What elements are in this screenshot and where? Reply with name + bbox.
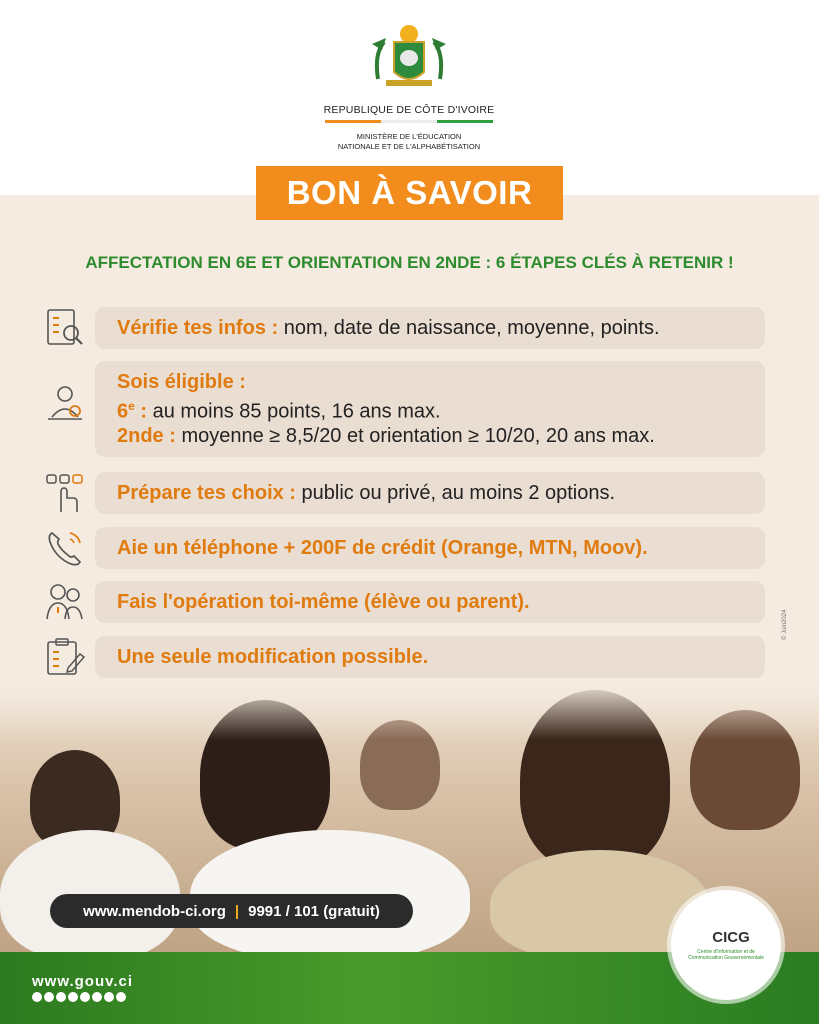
bon-a-savoir-banner: BON À SAVOIR — [256, 166, 563, 220]
whatsapp-icon[interactable] — [92, 992, 102, 1002]
country-name: REPUBLIQUE DE CÔTE D'IVOIRE — [323, 104, 495, 116]
hand-select-icon — [44, 472, 86, 514]
flag-stripes — [325, 120, 493, 123]
instagram-icon[interactable] — [56, 992, 66, 1002]
coat-of-arms-icon — [364, 24, 454, 94]
step-eligibility: Sois éligible : 6e : au moins 85 points, 16 ans max. 2nde : moyenne ≥ 8,5/20 et orientation ≥ 10/20, 20 ans max. — [95, 361, 765, 457]
flickr-icon[interactable] — [116, 992, 126, 1002]
page-subtitle: AFFECTATION EN 6E ET ORIENTATION EN 2NDE : 6 ÉTAPES CLÉS À RETENIR ! — [85, 253, 734, 272]
copyright-note: © Juin2024 — [782, 609, 788, 640]
step-verify-info: Vérifie tes infos : nom, date de naissance, moyenne, points. — [95, 307, 765, 349]
step-do-it-yourself: Fais l'opération toi-même (élève ou parent). — [95, 581, 765, 623]
cicg-logo: CICG Centre d'Information et de Communication Gouvernementale — [671, 890, 781, 1000]
step-prepare-choices: Prépare tes choix : public ou privé, au moins 2 options. — [95, 472, 765, 514]
tiktok-icon[interactable] — [104, 992, 114, 1002]
facebook-icon[interactable] — [32, 992, 42, 1002]
linkedin-icon[interactable] — [80, 992, 90, 1002]
clipboard-edit-icon — [44, 636, 86, 678]
gouv-link[interactable]: www.gouv.ci — [32, 973, 134, 990]
step-single-modification: Une seule modification possible. — [95, 636, 765, 678]
ministry-logo — [320, 22, 498, 160]
phone-number: 9991 / 101 (gratuit) — [248, 902, 380, 920]
ministry-name: MINISTÈRE DE L'ÉDUCATION NATIONALE ET DE L'ALPHABÉTISATION — [337, 132, 481, 151]
social-icons — [32, 992, 126, 1002]
phone-icon — [44, 527, 86, 569]
student-badge-icon — [44, 383, 86, 425]
step-phone-credit: Aie un téléphone + 200F de crédit (Orange, MTN, Moov). — [95, 527, 765, 569]
contact-bar: www.mendob-ci.org | 9991 / 101 (gratuit) — [50, 894, 413, 928]
checklist-search-icon — [44, 307, 86, 349]
youtube-icon[interactable] — [68, 992, 78, 1002]
website-link[interactable]: www.mendob-ci.org — [83, 902, 226, 920]
x-icon[interactable] — [44, 992, 54, 1002]
parent-child-icon — [44, 581, 86, 623]
